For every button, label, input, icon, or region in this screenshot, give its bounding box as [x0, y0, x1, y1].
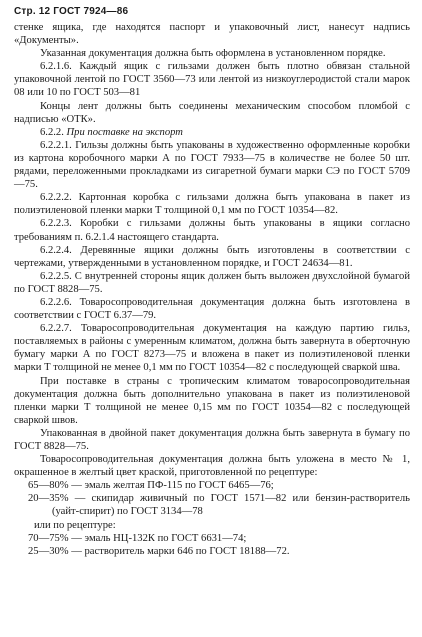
- paragraph-text: Указанная документация должна быть оформлена в установленном порядке.: [40, 48, 386, 60]
- paragraph-text: 6.2.1.6. Каждый ящик с гильзами должен быть плотно обвязан стальной упаковочной лентой по ГОСТ 3560—73 или лентой из низкоуглеродистой стали марок 08 или 10 по ГОСТ 503—81: [14, 61, 410, 99]
- paragraph: [14, 126, 410, 139]
- paragraph: [14, 217, 410, 243]
- paragraph: [14, 545, 410, 558]
- paragraph-text: 6.2.2.5. С внутренней стороны ящик должен быть выложен двухслойной бумагой по ГОСТ 8828—75.: [14, 270, 410, 295]
- paragraph-text: 6.2.2.6. Товаросопроводительная документация должна быть изготовлена в соответствии с ГОСТ 6.37—79.: [14, 296, 410, 322]
- paragraph-text: 6.2.2.3. Коробки с гильзами должны быть упакованы в ящики согласно требованиям п. 6.2.1.4 настоящего стандарта.: [14, 218, 410, 243]
- paragraph-text: Товаросопроводительная документация должна быть уложена в место № 1, окрашенное в желтый цвет краской, приготовленной по рецептуре:: [14, 454, 410, 479]
- paragraph-text: Концы лент должны быть соединены механическим способом пломбой с надписью «ОТК».: [14, 100, 410, 125]
- paragraph: [14, 479, 410, 492]
- paragraph: [14, 139, 410, 191]
- paragraph-text: При поставке в страны с тропическим климатом товаросопроводительная документация должна быть дополнительно упакована в пакет из полиэтиленовой пленки марки Т толщиной не менее 0,15 мм по ГОСТ 10354—82 с последующей сваркой швов.: [14, 375, 410, 426]
- paragraph: [14, 47, 410, 60]
- paragraph-text: 6.2.2.4. Деревянные ящики должны быть изготовлены в соответствии с чертежами, утвержденными в установленном порядке, и ГОСТ 24634—81.: [14, 244, 410, 269]
- section-subtitle: При поставке на экспорт: [66, 126, 183, 138]
- paragraph-text: 6.2.2.1. Гильзы должны быть упакованы в художественно оформленные коробки из картона коробочного марки А по ГОСТ 7933—75 в количестве не более 50 шт. рядами, переложенными прокладками из сигаретной бумаги марки СЭ по ГОСТ 5709—75.: [14, 139, 410, 191]
- paragraph-text: 70—75% — эмаль НЦ-132К по ГОСТ 6631—74;: [28, 532, 247, 544]
- paragraph: [14, 375, 410, 427]
- paragraph-text: 6.2.2.7. Товаросопроводительная документация на каждую партию гильз, поставляемых в районы с умеренным климатом, должна быть завернута в оберточную бумагу марки А по ГОСТ 8273—75 и вложена в пакет из полиэтиленовой пленки марки Т толщиной не менее 0,1 мм по ГОСТ 10354—82 с последующей сваркой шва.: [14, 323, 410, 374]
- paragraph: [14, 21, 410, 47]
- paragraph-text: стенке ящика, где находятся паспорт и упаковочный лист, нанесут надпись «Документы».: [14, 22, 410, 47]
- paragraph: [14, 492, 410, 518]
- paragraph: [14, 60, 410, 99]
- paragraph: [14, 191, 410, 217]
- paragraph-text: 6.2.2.2. Картонная коробка с гильзами должна быть упакована в пакет из полиэтиленовой пленки марки Т толщиной 0,1 мм по ГОСТ 10354—82.: [14, 192, 410, 217]
- paragraph-text: 6.2.2.: [40, 126, 64, 138]
- paragraph: [14, 322, 410, 374]
- paragraph: [14, 427, 410, 453]
- paragraph: [14, 519, 410, 532]
- paragraph-text: 20—35% — скипидар живичный по ГОСТ 1571—82 или бензин-растворитель (уайт-спирит) по ГОСТ 3134—78: [28, 493, 410, 518]
- paragraph: [14, 100, 410, 126]
- paragraph: [14, 244, 410, 270]
- paragraph-text: Упакованная в двойной пакет документация должна быть завернута в бумагу по ГОСТ 8828—75.: [14, 427, 410, 452]
- paragraph-text: 65—80% — эмаль желтая ПФ-115 по ГОСТ 6465—76;: [28, 480, 274, 492]
- paragraph: [14, 453, 410, 479]
- paragraph-text: 25—30% — растворитель марки 646 по ГОСТ 18188—72.: [28, 545, 290, 557]
- paragraph: [14, 296, 410, 322]
- page-header: Стр. 12 ГОСТ 7924—86: [14, 6, 129, 17]
- paragraph: [14, 532, 410, 545]
- document-body: [14, 21, 410, 558]
- paragraph-text: или по рецептуре:: [34, 519, 116, 531]
- paragraph: [14, 270, 410, 296]
